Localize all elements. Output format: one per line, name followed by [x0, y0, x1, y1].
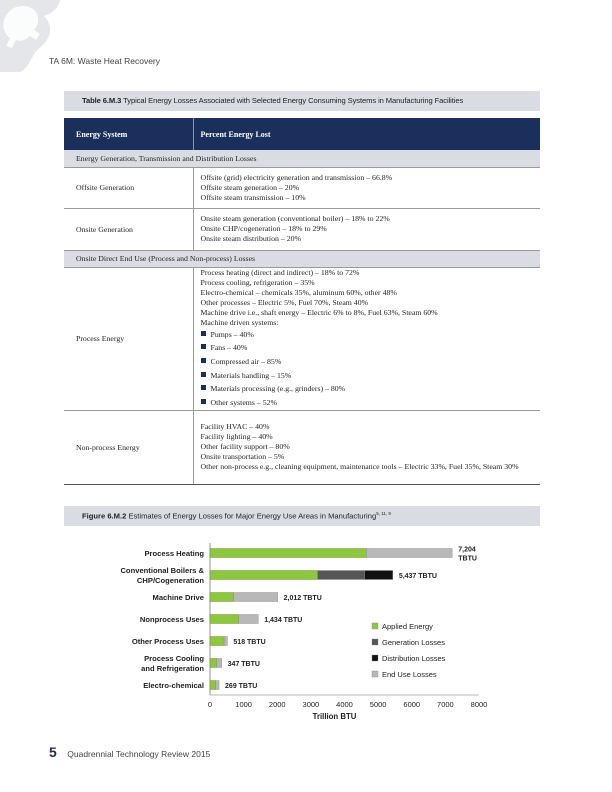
loss-line: Electro-chemical – chemicals 35%, aluminum 60%, other 48%: [200, 287, 397, 297]
col-header-energy-system: Energy System: [64, 118, 193, 150]
energy-system-cell: Offsite Generation: [64, 167, 193, 208]
energy-system-cell: Non-process Energy: [64, 410, 193, 484]
bar-segment: [224, 637, 227, 646]
bar-segment: [210, 681, 216, 690]
legend-swatch: [372, 639, 378, 645]
data-label: 2,012 TBTU: [283, 595, 322, 602]
bar-segment: [210, 549, 366, 558]
legend-label: Distribution Losses: [382, 654, 446, 663]
x-tick-label: 4000: [336, 700, 353, 709]
category-label: Electro-chemical: [143, 681, 204, 690]
percent-lost-cell: [193, 208, 540, 250]
figure-caption-text: Estimates of Energy Losses for Major Energy Use Areas in Manufacturing: [128, 511, 377, 521]
bar-segment: [239, 615, 259, 624]
loss-line: Process heating (direct and indirect) – 18% to 72%: [200, 267, 360, 277]
figure-caption-label: Figure 6.M.2: [82, 511, 127, 521]
legend-label: Generation Losses: [382, 638, 445, 647]
x-axis-title: Trillion BTU: [312, 712, 357, 721]
page-number: 5: [49, 744, 57, 760]
bar-segment: [216, 681, 219, 690]
bar-segment: [318, 571, 365, 580]
percent-lost-cell: [193, 167, 540, 208]
loss-line: Other facility support – 80%: [200, 442, 290, 452]
loss-line: Onsite transportation – 5%: [200, 452, 285, 462]
legend-swatch: [372, 623, 378, 629]
data-label: 5,437 TBTU: [398, 573, 437, 580]
loss-line: Other processes – Electric 5%, Fuel 70%, Steam 40%: [200, 297, 369, 307]
legend-swatch: [372, 671, 378, 677]
x-tick-label: 2000: [268, 700, 286, 709]
percent-lost-cell: [193, 267, 540, 410]
x-tick-label: 7000: [437, 700, 454, 709]
table-caption-label: Table 6.M.3: [82, 96, 122, 105]
section-row: [64, 250, 540, 267]
data-label: 347 TBTU: [227, 661, 260, 668]
data-label: 269 TBTU: [225, 683, 258, 690]
bar-segment: [210, 615, 239, 624]
loss-line: Onsite CHP/cogeneration – 18% to 29%: [200, 224, 327, 233]
legend-label: End Use Losses: [382, 670, 437, 679]
x-tick-label: 1000: [235, 700, 252, 709]
table-row: [64, 267, 540, 410]
bullet-text: Compressed air – 85%: [210, 356, 282, 366]
square-bullet-icon: [201, 344, 206, 349]
table-caption-text: Typical Energy Losses Associated with Selected Energy Consuming Systems in Manufacturing Facilities: [123, 96, 464, 105]
figure-caption-bar: [64, 506, 540, 526]
bar-segment: [217, 659, 222, 668]
percent-lost-cell: [193, 410, 540, 484]
category-label: and Refrigeration: [141, 664, 204, 673]
square-bullet-icon: [201, 358, 206, 363]
square-bullet-icon: [201, 372, 206, 377]
table-row: [64, 410, 540, 484]
x-tick-label: 5000: [369, 700, 387, 709]
data-label: 7,204: [458, 546, 476, 554]
bullet-item: [201, 382, 541, 396]
category-label: Machine Drive: [152, 593, 204, 602]
loss-line: Facility lighting – 40%: [200, 432, 273, 442]
bullet-item: [201, 341, 541, 355]
page-footer: [49, 744, 210, 762]
bullet-text: Fans – 40%: [210, 343, 248, 353]
bar-segment: [366, 549, 452, 558]
category-label: Other Process Uses: [131, 637, 204, 646]
square-bullet-icon: [201, 331, 206, 336]
x-tick-label: 3000: [302, 700, 320, 709]
loss-line: Offsite steam generation – 20%: [200, 182, 300, 192]
bar-segment: [210, 659, 217, 668]
bullet-item: [201, 328, 541, 342]
loss-line: Machine drive i.e., shaft energy – Electric 6% to 8%, Fuel 63%, Steam 60%: [200, 307, 438, 317]
bullet-text: Other systems – 52%: [210, 398, 277, 408]
legend-label: Applied Energy: [382, 622, 433, 631]
publication-title: Quadrennial Technology Review 2015: [67, 749, 211, 759]
legend-swatch: [372, 655, 378, 661]
bar-segment: [210, 637, 224, 646]
category-label: Process Heating: [144, 549, 204, 558]
x-tick-label: 8000: [470, 700, 488, 709]
energy-system-cell: Onsite Generation: [64, 208, 193, 250]
table-caption: [82, 96, 463, 105]
section-title: Energy Generation, Transmission and Distribution Losses: [64, 150, 540, 167]
loss-line: Facility HVAC – 40%: [200, 422, 270, 432]
running-header: TA 6M: Waste Heat Recovery: [49, 56, 161, 66]
bullet-item: [201, 355, 541, 369]
category-label: CHP/Cogeneration: [136, 576, 204, 585]
bullet-text: Materials processing (e.g., grinders) – 80%: [210, 384, 346, 394]
energy-losses-table: [64, 118, 540, 485]
square-bullet-icon: [201, 399, 206, 404]
category-label: Process Cooling: [144, 654, 204, 663]
loss-line: Process cooling, refrigeration – 35%: [200, 277, 315, 287]
bar-segment: [234, 593, 278, 602]
category-label: Nonprocess Uses: [139, 615, 204, 624]
bar-segment: [210, 593, 234, 602]
x-tick-label: 0: [207, 700, 213, 709]
bar-segment: [210, 571, 318, 580]
loss-line: Onsite steam distribution – 20%: [200, 234, 301, 243]
section-title: Onsite Direct End Use (Process and Non-process) Losses: [64, 250, 540, 267]
category-label: Conventional Boilers &: [120, 566, 204, 575]
table-row: [64, 208, 540, 250]
loss-line: Offsite (grid) electricity generation and transmission – 66.8%: [200, 172, 393, 182]
bullet-text: Pumps – 40%: [210, 329, 254, 339]
square-bullet-icon: [201, 385, 206, 390]
x-tick-label: 6000: [403, 700, 421, 709]
energy-system-cell: Process Energy: [64, 267, 193, 410]
table-caption-bar: [64, 91, 540, 111]
loss-line: Offsite steam transmission – 10%: [200, 192, 306, 202]
table-row: [64, 167, 540, 208]
data-label: 518 TBTU: [233, 639, 266, 646]
bar-segment: [365, 571, 393, 580]
figure-caption-refs: 5, 11, 9: [376, 511, 391, 516]
bullet-text: Materials handling – 15%: [210, 370, 292, 380]
loss-line: Other non-process e.g., cleaning equipment, maintenance tools – Electric 33%, Fuel 35%, Steam 30%: [200, 462, 519, 472]
figure-caption: [82, 511, 391, 521]
col-header-percent-lost: Percent Energy Lost: [193, 118, 540, 150]
data-label: 1,434 TBTU: [264, 617, 303, 624]
loss-line: Machine driven systems:: [200, 317, 279, 327]
loss-line: Onsite steam generation (conventional boiler) – 18% to 22%: [200, 214, 390, 223]
bullet-item: [201, 396, 541, 410]
data-label: TBTU: [458, 555, 477, 563]
bullet-item: [201, 369, 541, 383]
section-row: [64, 150, 540, 167]
